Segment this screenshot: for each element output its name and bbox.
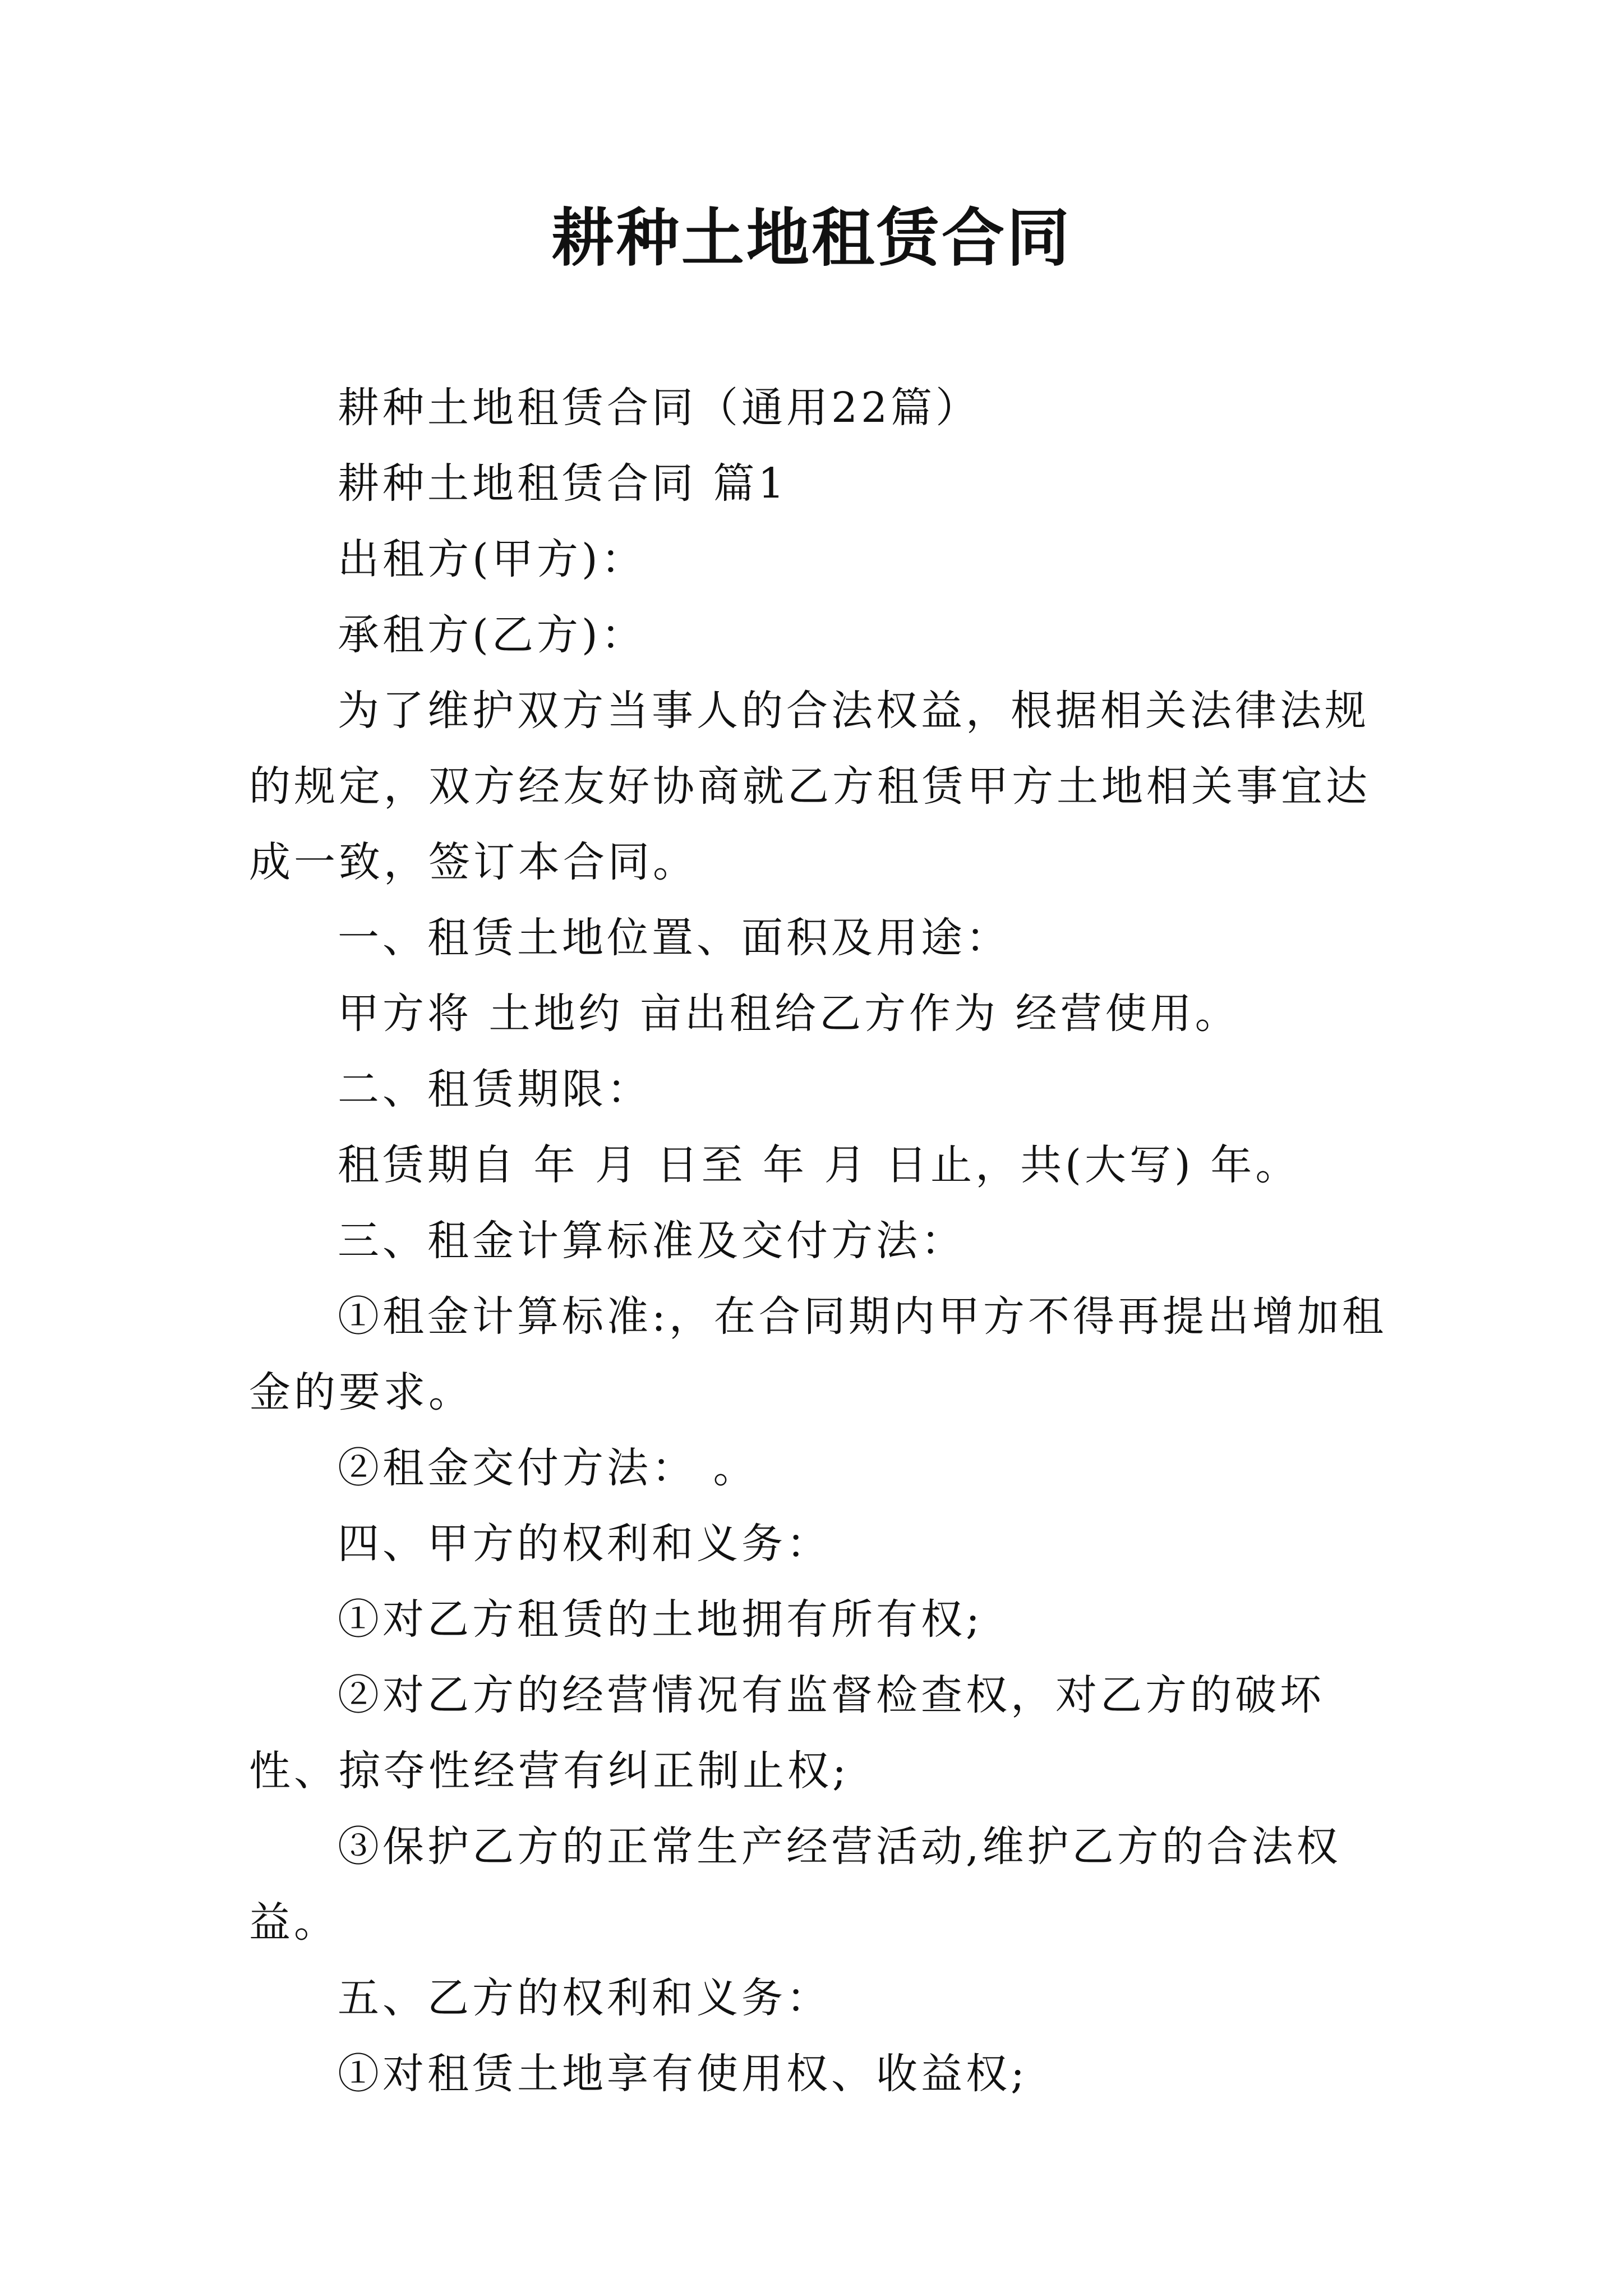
paragraph: 三、租金计算标准及交付方法： [338, 1217, 966, 1265]
paragraph: ②对乙方的经营情况有监督检查权，对乙方的破坏性、掠夺性经营有纠正制止权; [249, 1671, 1325, 1795]
paragraph: 四、甲方的权利和义务： [338, 1520, 831, 1568]
paragraph: 为了维护双方当事人的合法权益，根据相关法律法规的规定，双方经友好协商就乙方租赁甲方土地相关事宜达成一致，签订本合同。 [249, 687, 1371, 886]
paragraph: 甲方将 土地约 亩出租给乙方作为 经营使用。 [338, 990, 1240, 1038]
paragraph: 二、租赁期限： [338, 1065, 652, 1114]
paragraph: ①对乙方租赁的土地拥有所有权; [338, 1595, 983, 1644]
document-title: 耕种土地租赁合同 [551, 201, 1072, 275]
paragraph: ①租金计算标准:，在合同期内甲方不得再提出增加租金的要求。 [249, 1292, 1387, 1416]
paragraph: 一、租赁土地位置、面积及用途： [338, 914, 1011, 962]
paragraph: 耕种土地租赁合同 篇1 [338, 459, 788, 508]
paragraph: 耕种土地租赁合同（通用22篇） [338, 384, 981, 432]
paragraph: ③保护乙方的正常生产经营活动,维护乙方的合法权益。 [249, 1823, 1341, 1947]
paragraph: ②租金交付方法： 。 [338, 1444, 758, 1492]
paragraph: 承租方(乙方)： [338, 611, 646, 659]
paragraph: 租赁期自 年 月 日至 年 月 日止，共(大写) 年。 [338, 1141, 1301, 1189]
paragraph: ①对租赁土地享有使用权、收益权; [338, 2050, 1028, 2098]
paragraph: 出租方(甲方)： [338, 535, 646, 583]
document-body [249, 370, 1399, 2112]
paragraph: 五、乙方的权利和义务： [338, 1974, 831, 2022]
